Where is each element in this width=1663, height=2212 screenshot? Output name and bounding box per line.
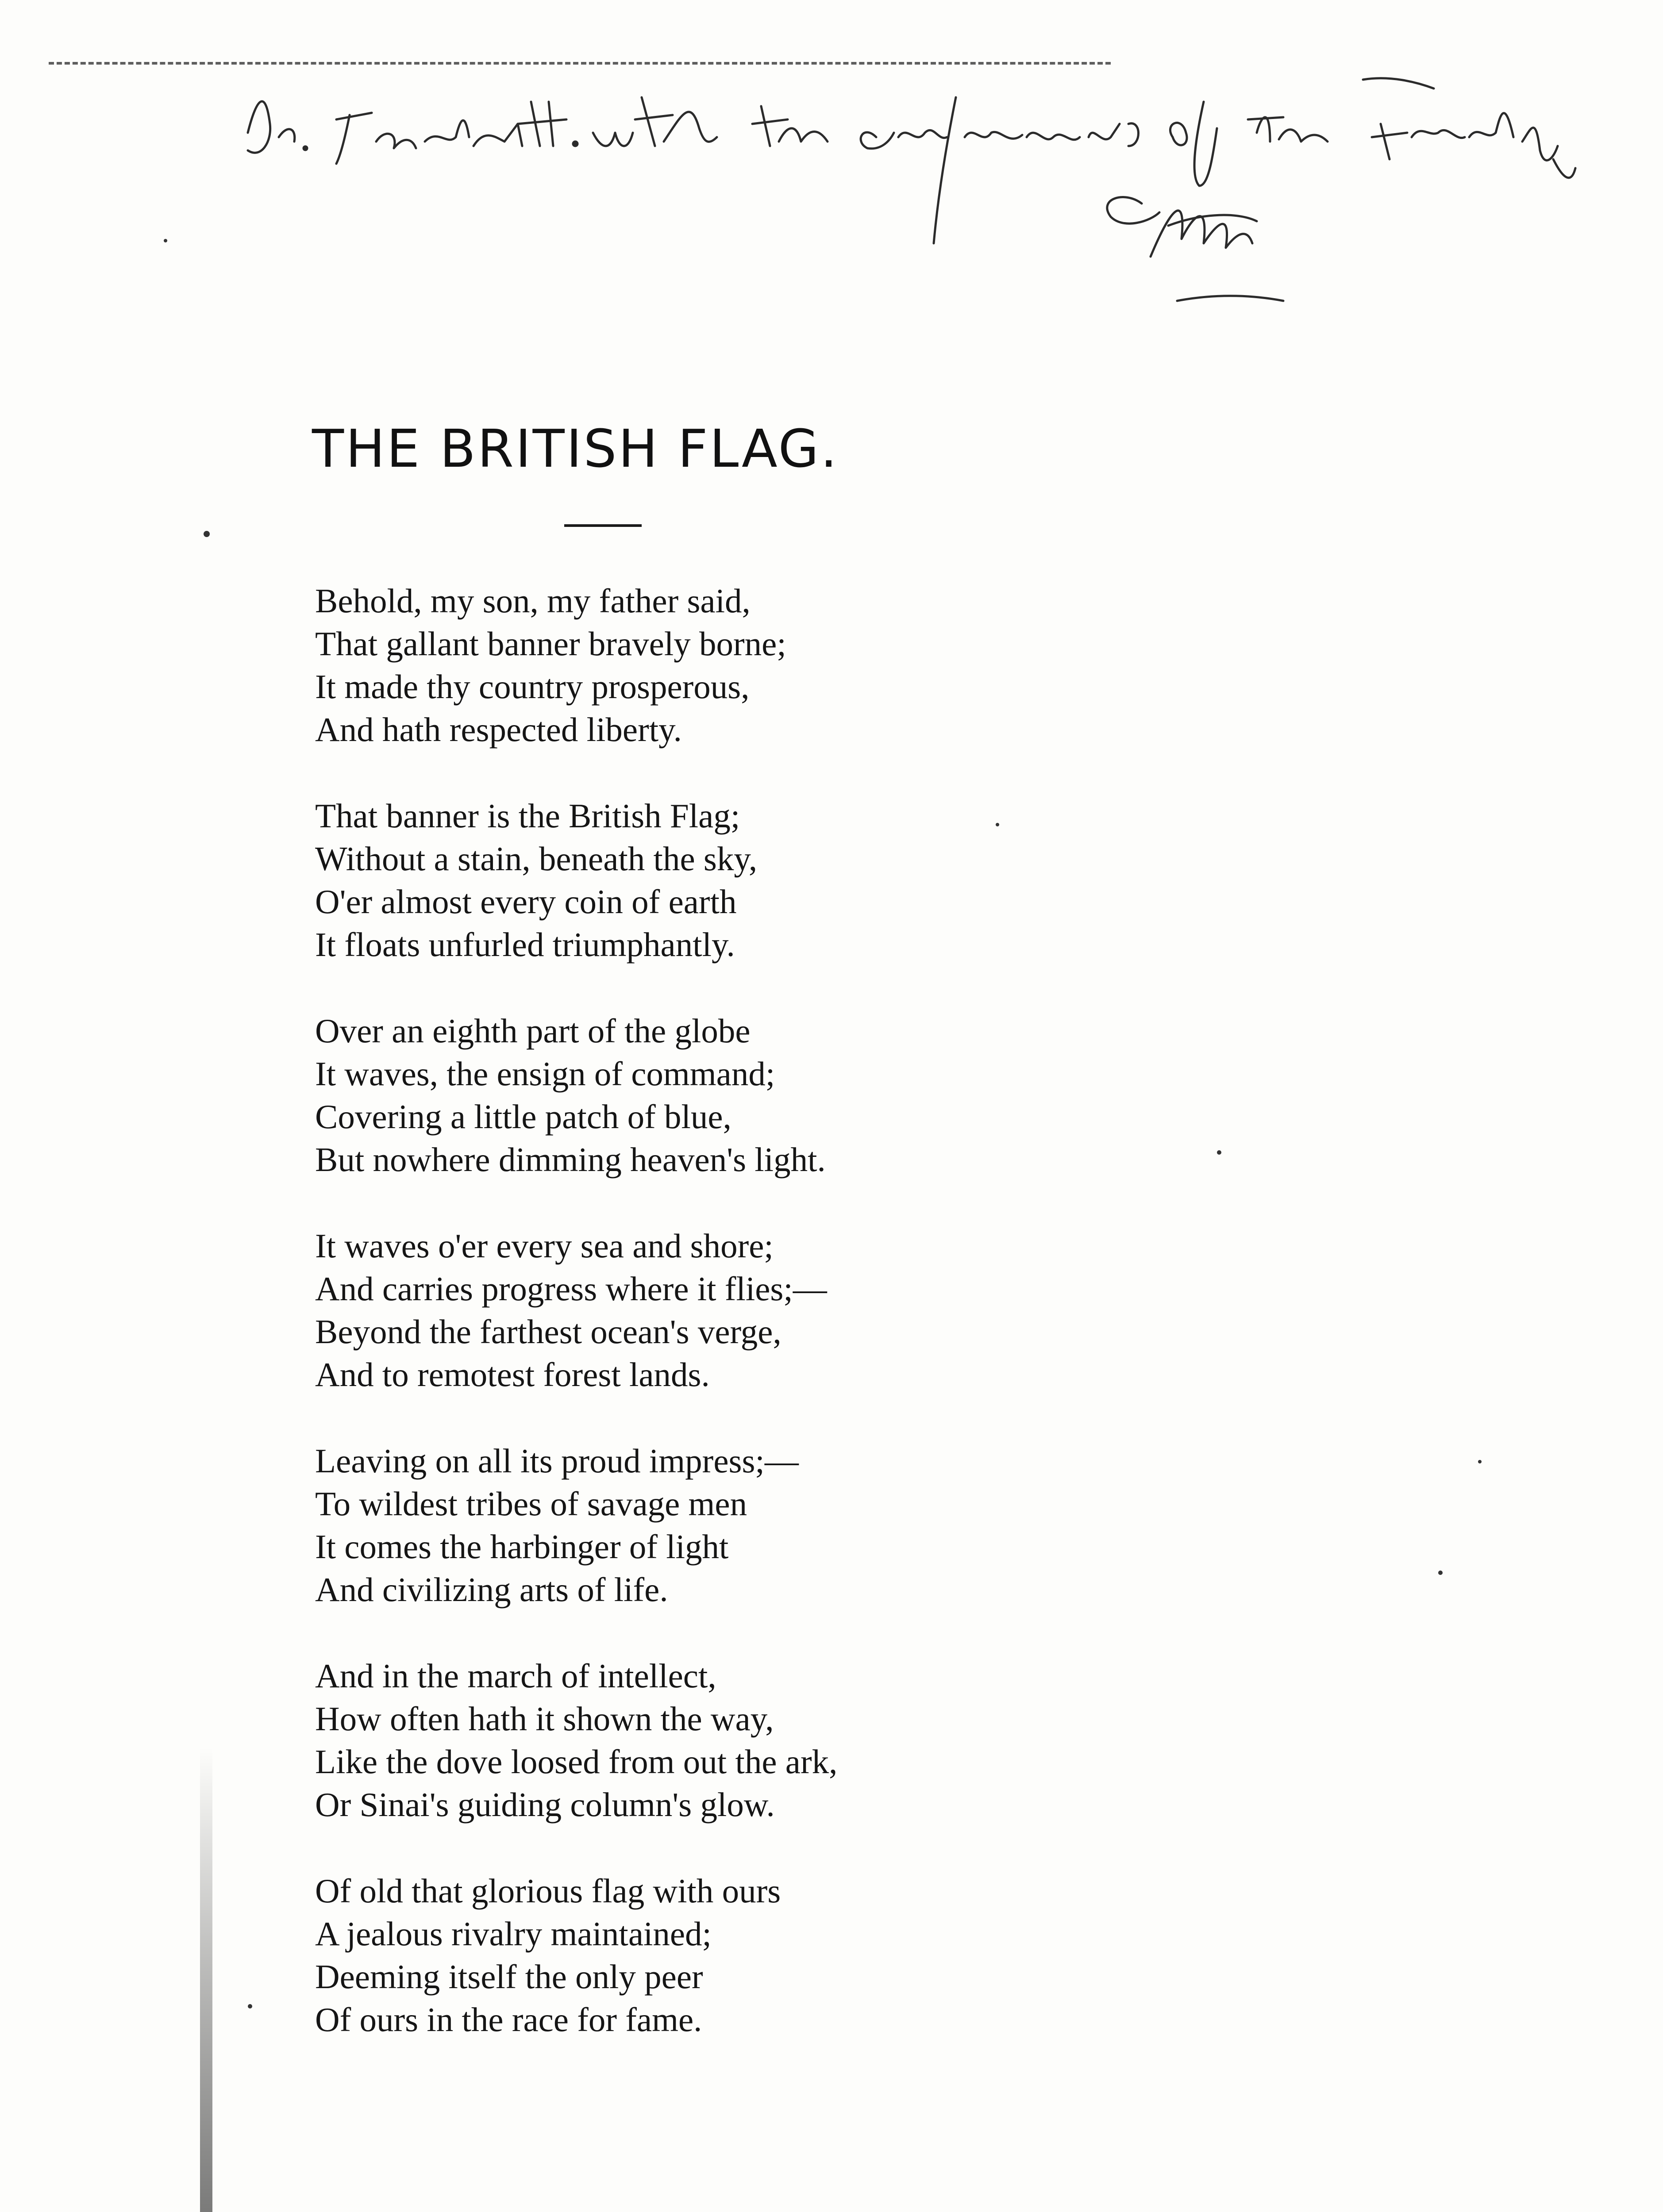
poem-line: It made thy country prosperous, <box>315 668 750 706</box>
poem-line: Or Sinai's guiding column's glow. <box>315 1786 775 1824</box>
poem-line: Leaving on all its proud impress;— <box>315 1442 799 1480</box>
stanza <box>315 1440 1421 1611</box>
stanza <box>315 795 1421 966</box>
poem-line: Behold, my son, my father said, <box>315 582 751 620</box>
inscription-scribble <box>230 71 1593 319</box>
poem-line: And in the march of intellect, <box>315 1657 716 1695</box>
poem-line: How often hath it shown the way, <box>315 1700 774 1738</box>
poem-line: It waves o'er every sea and shore; <box>315 1227 774 1265</box>
binding-edge <box>200 1747 212 2212</box>
poem-line: That gallant banner bravely borne; <box>315 625 786 663</box>
poem-line: Like the dove loosed from out the ark, <box>315 1743 838 1781</box>
poem-line: And carries progress where it flies;— <box>315 1270 827 1308</box>
poem-line: Over an eighth part of the globe <box>315 1012 751 1050</box>
poem-line: Of ours in the race for fame. <box>315 2001 702 2039</box>
poem-line: Of old that glorious flag with ours <box>315 1872 781 1910</box>
poem-line: Beyond the farthest ocean's verge, <box>315 1313 781 1351</box>
poem-line: And civilizing arts of life. <box>315 1571 668 1609</box>
top-divider <box>49 62 1111 65</box>
poem-line: Without a stain, beneath the sky, <box>315 840 758 878</box>
poem-body <box>315 580 1421 2085</box>
poem-line: Covering a little patch of blue, <box>315 1098 731 1136</box>
poem-line: It waves, the ensign of command; <box>315 1055 775 1093</box>
poem-line: And hath respected liberty. <box>315 710 682 749</box>
paper-speck <box>164 239 167 242</box>
stanza <box>315 1010 1421 1181</box>
paper-speck <box>1438 1571 1443 1575</box>
poem-line: To wildest tribes of savage men <box>315 1485 747 1523</box>
paper-speck <box>996 823 999 826</box>
paper-speck <box>1217 1150 1221 1155</box>
poem-line: O'er almost every coin of earth <box>315 883 737 921</box>
title-divider <box>564 524 642 527</box>
poem-line: A jealous rivalry maintained; <box>315 1915 712 1953</box>
paper-speck <box>204 531 210 537</box>
stanza <box>315 1870 1421 2041</box>
poem-line: It comes the harbinger of light <box>315 1528 729 1566</box>
stanza <box>315 1225 1421 1396</box>
poem-line: Deeming itself the only peer <box>315 1958 703 1996</box>
poem-line: It floats unfurled triumphantly. <box>315 926 735 964</box>
poem-line: That banner is the British Flag; <box>315 797 740 835</box>
poem-line: But nowhere dimming heaven's light. <box>315 1141 826 1179</box>
paper-speck <box>1478 1460 1482 1463</box>
poem-line: And to remotest forest lands. <box>315 1356 710 1394</box>
poem-title: THE BRITISH FLAG. <box>312 418 839 479</box>
stanza <box>315 580 1421 751</box>
stanza <box>315 1655 1421 1826</box>
paper-speck <box>248 2004 252 2008</box>
handwritten-inscription <box>230 71 1593 319</box>
